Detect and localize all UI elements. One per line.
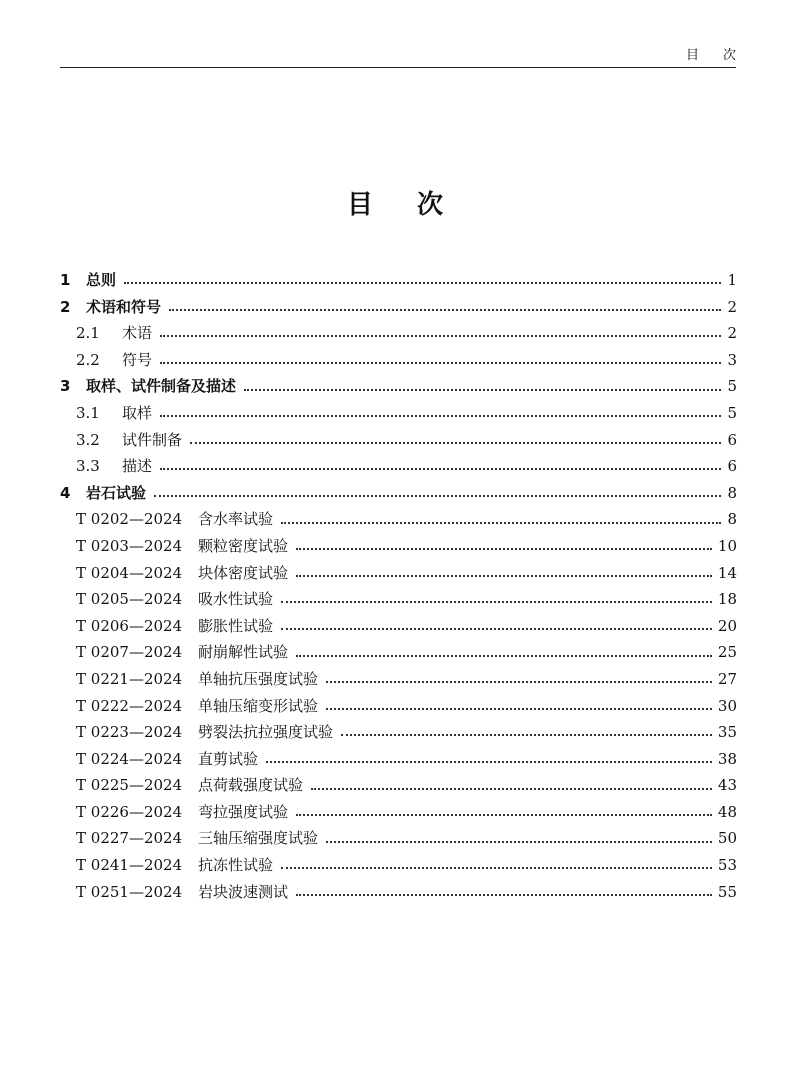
toc-dot-leader [169, 309, 721, 311]
toc-entry-number: 2 [60, 297, 71, 316]
toc-entry-page: 18 [717, 590, 737, 609]
toc-entry[interactable] [60, 480, 737, 507]
toc-entry-number: 3.2 [76, 430, 100, 449]
toc-entry[interactable] [60, 347, 737, 374]
toc-entry-page: 25 [717, 643, 737, 662]
toc-entry-title: 单轴压缩变形试验 [198, 696, 319, 715]
toc-entry-title: 单轴抗压强度试验 [198, 669, 319, 688]
toc-entry-title: 直剪试验 [198, 749, 259, 768]
table-of-contents [60, 267, 737, 905]
toc-entry-number: T 0206—2024 [76, 616, 183, 635]
toc-entry[interactable] [60, 693, 737, 720]
toc-dot-leader [296, 814, 712, 816]
toc-entry-number: 3.1 [76, 403, 100, 422]
toc-entry-page: 20 [717, 616, 737, 635]
toc-entry[interactable] [60, 719, 737, 746]
toc-entry-number: T 0223—2024 [76, 723, 183, 742]
toc-entry[interactable] [60, 453, 737, 480]
toc-entry-page: 53 [717, 856, 737, 875]
toc-dot-leader [296, 575, 712, 577]
toc-entry-page: 48 [717, 802, 737, 821]
toc-entry-title: 颗粒密度试验 [198, 536, 289, 555]
toc-entry-title: 吸水性试验 [198, 590, 274, 609]
toc-entry[interactable] [60, 533, 737, 560]
page-title: 目次 [346, 190, 487, 220]
toc-entry[interactable] [60, 506, 737, 533]
toc-entry-number: T 0225—2024 [76, 776, 183, 795]
toc-dot-leader [281, 867, 712, 869]
toc-entry-page: 3 [727, 350, 737, 369]
toc-entry-page: 5 [727, 377, 737, 396]
toc-entry-title: 块体密度试验 [198, 563, 289, 582]
toc-entry-page: 35 [717, 723, 737, 742]
toc-dot-leader [124, 282, 721, 284]
toc-entry[interactable] [60, 879, 737, 906]
toc-dot-leader [190, 442, 721, 444]
toc-entry[interactable] [60, 613, 737, 640]
toc-entry-page: 1 [727, 271, 737, 289]
toc-entry-page: 2 [727, 324, 737, 343]
toc-entry-title: 点荷载强度试验 [198, 776, 304, 795]
toc-entry[interactable] [60, 666, 737, 693]
toc-entry-number: T 0241—2024 [76, 856, 183, 875]
toc-entry-page: 6 [727, 457, 737, 476]
toc-entry-number: 3.3 [76, 457, 100, 476]
toc-entry-number: T 0207—2024 [76, 643, 183, 662]
toc-dot-leader [160, 468, 721, 470]
toc-entry-number: T 0202—2024 [76, 510, 183, 529]
toc-entry-title: 三轴压缩强度试验 [198, 829, 319, 848]
toc-entry-title: 试件制备 [122, 430, 183, 449]
toc-entry-title: 术语和符号 [86, 297, 162, 316]
toc-entry-page: 55 [717, 882, 737, 901]
toc-dot-leader [266, 761, 712, 763]
toc-entry[interactable] [60, 400, 737, 427]
toc-entry-page: 50 [717, 829, 737, 848]
toc-entry-page: 43 [717, 776, 737, 795]
toc-entry-number: 2.1 [76, 324, 100, 343]
toc-dot-leader [296, 548, 712, 550]
toc-entry-page: 5 [727, 403, 737, 422]
toc-entry-title: 劈裂法抗拉强度试验 [198, 723, 334, 742]
toc-entry-title: 取样、试件制备及描述 [86, 377, 237, 396]
toc-entry-number: T 0204—2024 [76, 563, 183, 582]
toc-dot-leader [296, 655, 712, 657]
toc-entry-page: 6 [727, 430, 737, 449]
toc-entry-page: 10 [717, 536, 737, 555]
toc-entry[interactable] [60, 320, 737, 347]
toc-dot-leader [341, 734, 712, 736]
toc-entry[interactable] [60, 267, 737, 294]
toc-entry-title: 取样 [122, 403, 153, 422]
toc-entry-number: T 0226—2024 [76, 802, 183, 821]
running-header [60, 0, 760, 68]
toc-entry-number: 4 [60, 483, 71, 502]
toc-entry-title: 含水率试验 [198, 510, 274, 529]
toc-entry-number: 1 [60, 271, 71, 289]
toc-entry-title: 岩块波速测试 [198, 882, 289, 901]
toc-entry-title: 术语 [122, 324, 153, 343]
toc-entry-number: 3 [60, 377, 71, 396]
toc-entry-title: 描述 [122, 457, 153, 476]
toc-entry-page: 30 [717, 696, 737, 715]
toc-dot-leader [281, 522, 721, 524]
toc-entry[interactable] [60, 825, 737, 852]
toc-entry-number: T 0222—2024 [76, 696, 183, 715]
toc-entry[interactable] [60, 373, 737, 400]
toc-entry-title: 弯拉强度试验 [198, 802, 289, 821]
toc-entry-page: 14 [717, 563, 737, 582]
toc-entry[interactable] [60, 427, 737, 454]
toc-dot-leader [160, 335, 721, 337]
toc-entry[interactable] [60, 586, 737, 613]
toc-dot-leader [160, 362, 721, 364]
toc-entry[interactable] [60, 746, 737, 773]
toc-entry-page: 2 [727, 297, 737, 316]
toc-dot-leader [154, 495, 721, 497]
toc-dot-leader [281, 601, 712, 603]
toc-entry-page: 38 [717, 749, 737, 768]
toc-entry-title: 膨胀性试验 [198, 616, 274, 635]
toc-dot-leader [326, 841, 712, 843]
toc-entry-title: 耐崩解性试验 [198, 643, 289, 662]
toc-dot-leader [281, 628, 712, 630]
toc-entry[interactable] [60, 852, 737, 879]
toc-entry-number: T 0224—2024 [76, 749, 183, 768]
toc-entry-page: 27 [717, 669, 737, 688]
toc-entry-number: T 0227—2024 [76, 829, 183, 848]
toc-entry-title: 岩石试验 [86, 483, 147, 502]
toc-entry-page: 8 [727, 510, 737, 529]
toc-entry[interactable] [60, 560, 737, 587]
toc-entry[interactable] [60, 772, 737, 799]
toc-entry-title: 符号 [122, 350, 153, 369]
toc-dot-leader [311, 788, 712, 790]
toc-dot-leader [326, 681, 712, 683]
toc-entry[interactable] [60, 639, 737, 666]
toc-entry-title: 抗冻性试验 [198, 856, 274, 875]
toc-entry-number: T 0205—2024 [76, 590, 183, 609]
toc-entry-number: T 0221—2024 [76, 669, 183, 688]
toc-dot-leader [160, 415, 721, 417]
toc-dot-leader [244, 389, 721, 391]
toc-entry-title: 总则 [86, 271, 117, 289]
running-header-title: 目次 [685, 48, 760, 63]
toc-entry[interactable] [60, 294, 737, 321]
toc-entry-number: T 0251—2024 [76, 882, 183, 901]
toc-dot-leader [296, 894, 712, 896]
toc-dot-leader [326, 708, 712, 710]
toc-entry-page: 8 [727, 483, 737, 502]
toc-entry[interactable] [60, 799, 737, 826]
toc-entry-number: 2.2 [76, 350, 100, 369]
toc-entry-number: T 0203—2024 [76, 536, 183, 555]
